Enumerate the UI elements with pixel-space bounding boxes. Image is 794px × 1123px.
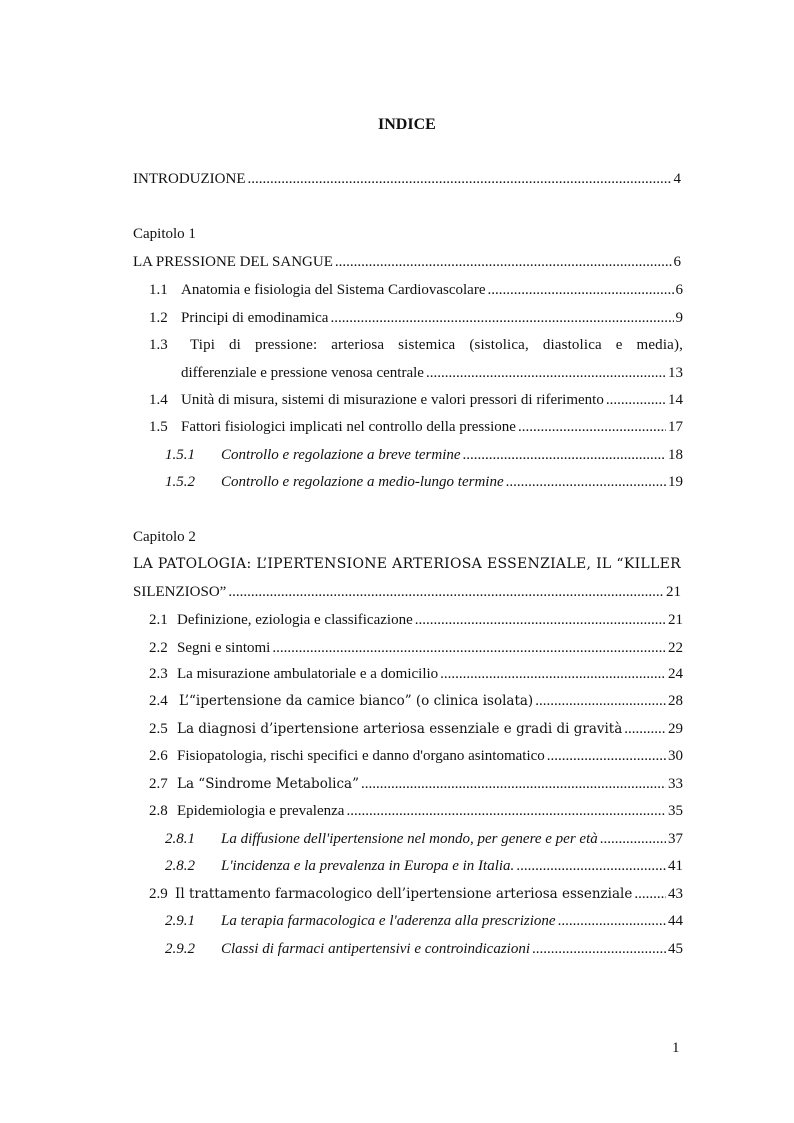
toc-leader [346,803,666,820]
toc-label: 1.5 Fattori fisiologici implicati nel controllo della pressione [149,419,516,435]
toc-page: 6 [673,254,681,270]
page-number: 1 [672,1040,680,1056]
toc-entry-2-5[interactable] [149,721,683,738]
toc-leader [606,392,666,409]
toc-leader [426,365,666,382]
toc-entry-2-3[interactable] [149,666,683,683]
chapter2-heading: Capitolo 2 [133,529,196,545]
toc-leader [488,282,674,299]
toc-label: 2.8.1 La diffusione dell'ipertensione nel mondo, per genere e per età [165,831,598,847]
toc-label: 2.9.1 La terapia farmacologica e l'aderenza alla prescrizione [165,913,556,929]
toc-page: 28 [668,693,683,709]
toc-entry-2-9[interactable] [149,886,683,903]
toc-label: 2.2 Segni e sintomi [149,640,271,656]
toc-label: 2.8.2 L'incidenza e la prevalenza in Europa e in Italia. [165,858,515,874]
toc-page: 33 [668,776,683,792]
chapter1-heading: Capitolo 1 [133,226,196,242]
toc-label: 2.9.2 Classi di farmaci antipertensivi e controindicazioni [165,941,531,957]
toc-leader [532,941,666,958]
toc-entry-2-2[interactable] [149,640,683,657]
toc-entry-2-8-1[interactable] [165,831,683,848]
toc-page: 37 [668,831,683,847]
toc-label: Tipi di pressione: arteriosa sistemica (sistolica, diastolica e media), [190,337,683,353]
toc-entry-chapter2-line1[interactable]: LA PATOLOGIA: L’IPERTENSIONE ARTERIOSA ESSENZIALE, IL “KILLER [133,556,681,572]
toc-entry-2-1[interactable] [149,612,683,629]
toc-leader [228,584,664,601]
toc-leader [247,171,671,188]
toc-page: 21 [666,584,681,600]
toc-entry-2-9-2[interactable] [165,941,683,958]
toc-entry-1-5-2[interactable] [165,474,683,491]
toc-entry-chapter1[interactable] [133,254,681,271]
toc-label: 2.6 Fisiopatologia, rischi specifici e danno d'organo asintomatico [149,748,545,764]
toc-page: 45 [668,941,683,957]
toc-leader [600,831,666,848]
toc-leader [330,310,673,327]
toc-page: 35 [668,803,683,819]
toc-entry-1-1[interactable] [149,282,683,299]
toc-label: 2.7 La “Sindrome Metabolica” [149,776,359,792]
toc-page: 24 [668,666,683,682]
toc-label: 1.4 Unità di misura, sistemi di misurazione e valori pressori di riferimento [149,392,604,408]
toc-leader [634,886,666,903]
toc-leader [506,474,666,491]
toc-page: 30 [668,748,683,764]
toc-leader [463,447,666,464]
toc-entry-1-5[interactable] [149,419,683,436]
toc-page: 43 [668,886,683,902]
toc-entry-1-2[interactable] [149,310,683,327]
toc-page: 41 [668,858,683,874]
toc-leader [624,721,666,738]
toc-leader [440,666,666,683]
toc-page: 14 [668,392,683,408]
toc-page: 18 [668,447,683,463]
toc-entry-2-9-1[interactable] [165,913,683,930]
toc-leader [518,419,666,436]
toc-number: 1.3 [149,337,168,353]
toc-leader [535,693,666,710]
toc-entry-1-3-line1[interactable] [149,337,683,354]
toc-entry-chapter2-line2[interactable] [133,584,681,601]
toc-label: 2.5 La diagnosi d’ipertensione arteriosa essenziale e gradi di gravità [149,721,623,737]
toc-entry-introduzione[interactable] [133,171,681,188]
toc-label: differenziale e pressione venosa centrale [181,365,424,381]
toc-label: INTRODUZIONE [133,171,246,187]
toc-entry-1-5-1[interactable] [165,447,683,464]
toc-leader [361,776,666,793]
toc-entry-2-7[interactable] [149,776,683,793]
toc-entry-2-4[interactable] [149,693,683,710]
toc-leader [516,858,666,875]
toc-page: 44 [668,913,683,929]
toc-leader [272,640,666,657]
toc-label: 2.3 La misurazione ambulatoriale e a domicilio [149,666,439,682]
toc-page: 22 [668,640,683,656]
toc-label: 2.8 Epidemiologia e prevalenza [149,803,345,819]
toc-page: 4 [673,171,681,187]
toc-label: LA PRESSIONE DEL SANGUE [133,254,333,270]
toc-page: 29 [668,721,683,737]
toc-label: 2.4 L’“ipertensione da camice bianco” (o clinica isolata) [149,693,534,709]
toc-label: 1.5.2 Controllo e regolazione a medio-lungo termine [165,474,504,490]
toc-page: 9 [675,310,683,326]
toc-page: 21 [668,612,683,628]
toc-page: 19 [668,474,683,490]
toc-label: SILENZIOSO” [133,584,227,600]
toc-label: 1.5.1 Controllo e regolazione a breve termine [165,447,461,463]
toc-label: 1.2 Principi di emodinamica [149,310,329,326]
toc-entry-2-8-2[interactable] [165,858,683,875]
toc-leader [558,913,666,930]
toc-entry-1-3-line2[interactable] [181,365,683,382]
toc-entry-2-6[interactable] [149,748,683,765]
toc-label: 1.1 Anatomia e fisiologia del Sistema Cardiovascolare [149,282,486,298]
toc-page: 6 [675,282,683,298]
toc-entry-1-4[interactable] [149,392,683,409]
page-title: INDICE [378,116,436,133]
toc-page: 17 [668,419,683,435]
toc-leader [415,612,666,629]
toc-label: 2.9 Il trattamento farmacologico dell’ipertensione arteriosa essenziale [149,886,633,902]
toc-leader [547,748,666,765]
toc-page: 13 [668,365,683,381]
toc-leader [335,254,672,271]
toc-entry-2-8[interactable] [149,803,683,820]
toc-label: 2.1 Definizione, eziologia e classificazione [149,612,413,628]
